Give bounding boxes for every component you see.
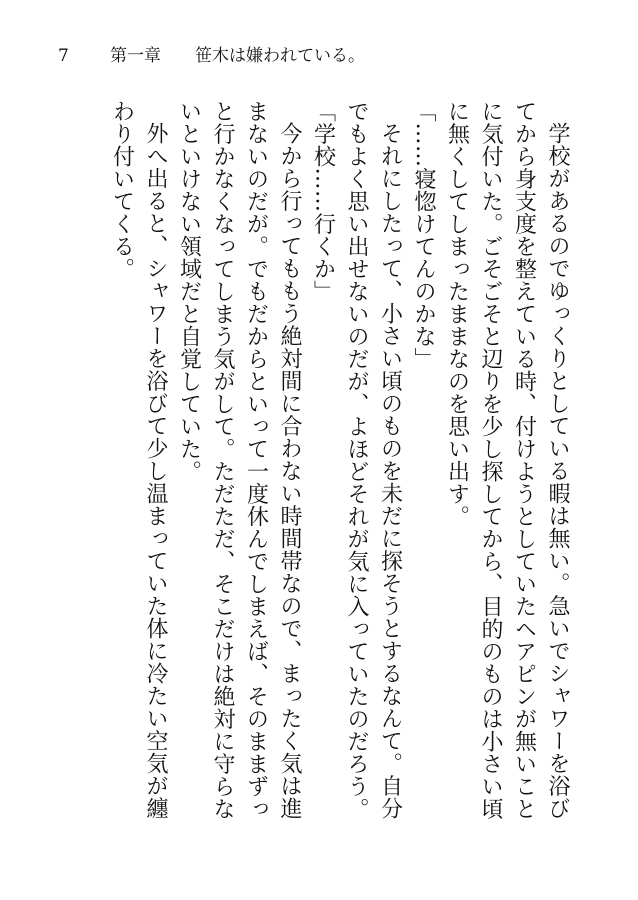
dialogue-line: 「……寝惚けてんのかな」 [411, 100, 436, 370]
running-header [58, 44, 365, 68]
dialogue-line: 「学校……行くか」 [310, 100, 336, 303]
paragraph: 外へ出ると、シャワーを浴びて少し温まっていた体に冷たい空気が纏わり付いてくる。 [109, 100, 168, 820]
paragraph: 今から行ってももう絶対間に合わない時間帯なので、まったく気は進まないのだが。でもだからといって一度休んでしまえば、そのままずっと行かなくなってしまう気がして。ただただ、そこだけは絶対に守らないといけない領域だと自覚していた。 [176, 100, 302, 820]
paragraph: それにしたって、小さい頃のものを未だに探そうとするなんて。自分でもよく思い出せないのだが、よほどそれが気に入っていたのだろう。 [344, 100, 403, 820]
page-number: 7 [58, 45, 69, 66]
chapter-label: 第一章 [110, 45, 161, 66]
paragraph: 学校があるのでゆっくりとしている暇は無い。急いでシャワーを浴びてから身支度を整えている時、付けようとしていたヘアピンが無いことに気付いた。ごそごそと辺りを少し探してから、目的のものは小さい頃に無くしてしまったままなのを思い出す。 [444, 100, 570, 820]
chapter-title: 笹木は嫌われている。 [195, 45, 365, 66]
body-text [105, 100, 574, 820]
